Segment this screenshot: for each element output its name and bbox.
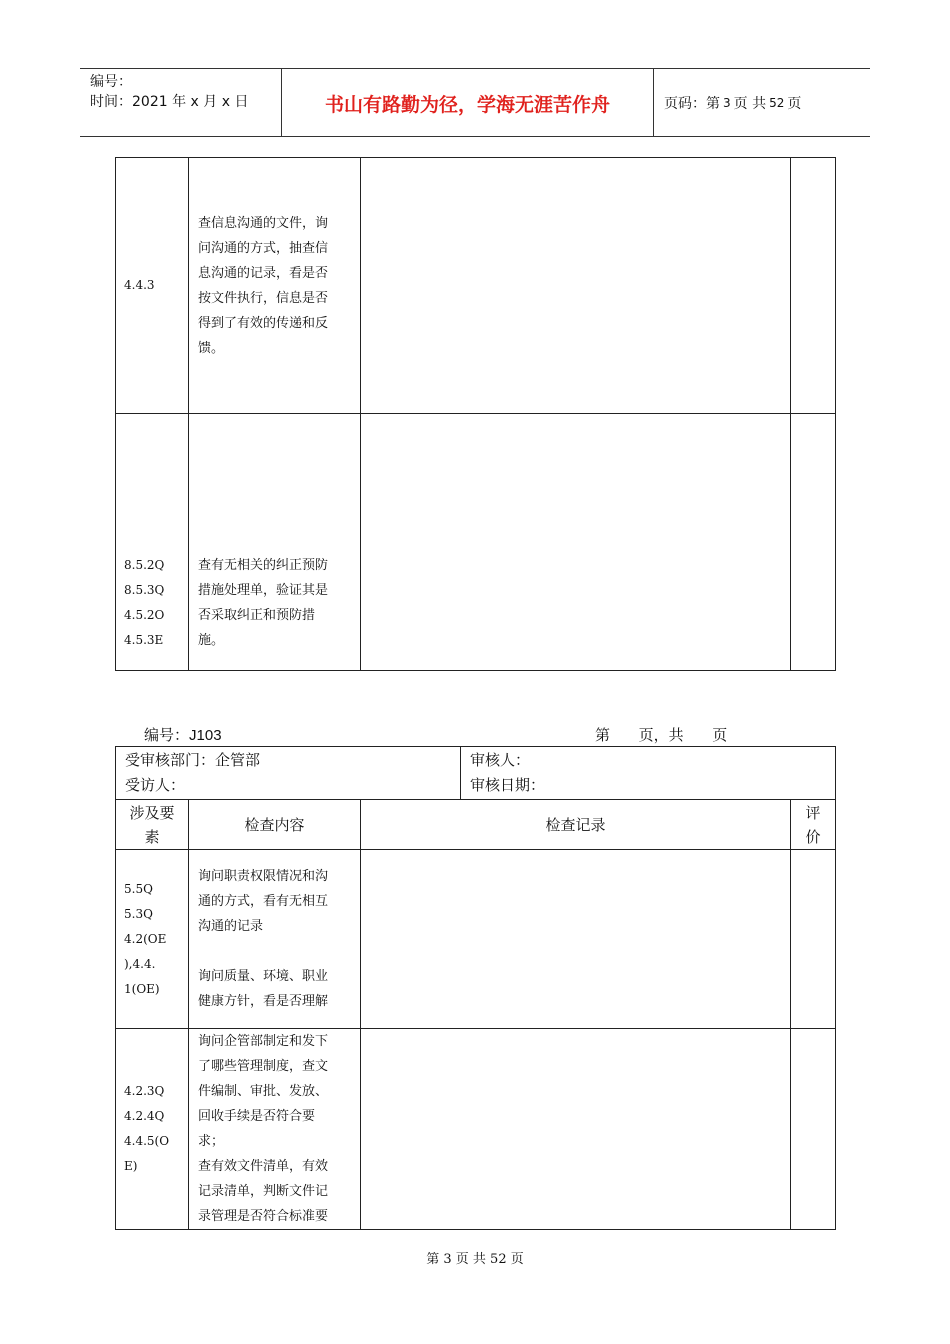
table-row — [116, 850, 836, 1029]
page-current: 3 — [723, 95, 731, 110]
rating-cell — [791, 1029, 836, 1230]
header-motto: 书山有路勤为径，学海无涯苦作舟 — [282, 69, 654, 136]
header-page-number — [654, 69, 870, 136]
column-header-rating: 评 价 — [791, 800, 836, 850]
rating-cell — [791, 850, 836, 1029]
rating-cell — [791, 414, 836, 671]
audit-date: 审核日期： — [470, 776, 546, 794]
page-footer: 第 3 页 共 52 页 — [426, 1252, 524, 1267]
check-record-cell — [361, 414, 791, 671]
table-row — [116, 1029, 836, 1230]
element-code-cell: 5.5Q 5.3Q 4.2(OE ),4.4. 1(OE) — [116, 850, 189, 1029]
audit-dept-cell — [116, 747, 461, 800]
page-mid: 页 共 — [733, 95, 767, 112]
check-record-cell — [361, 158, 791, 414]
page-header — [80, 68, 870, 137]
checklist-table-continued — [115, 157, 836, 671]
column-header-record: 检查记录 — [361, 800, 791, 850]
auditor: 审核人： — [470, 751, 531, 769]
rating-cell — [791, 158, 836, 414]
check-content-cell: 询问企管部制定和发下 了哪些管理制度，查文 件编制、审批、发放、 回收手续是否符合要 求； 查有效文件清单，有效 记录清单，判断文件记 录管理是否符合标准要 — [189, 1029, 361, 1230]
audit-meta-row — [116, 747, 836, 800]
page-total: 52 — [769, 95, 785, 110]
table-row — [116, 158, 836, 414]
header-info — [80, 69, 282, 136]
element-code-cell: 4.4.3 — [116, 158, 189, 414]
audit-checklist-table — [115, 746, 836, 1230]
interviewee: 受访人： — [125, 776, 186, 794]
form-number: 编号：J103 — [144, 726, 222, 744]
check-content-cell: 查信息沟通的文件，询 问沟通的方式，抽查信 息沟通的记录，看是否 按文件执行，信息是否 得到了有效的传递和反 馈。 — [189, 158, 361, 414]
column-header-elements: 涉及要 素 — [116, 800, 189, 850]
element-code-cell: 4.2.3Q 4.2.4Q 4.4.5(O E) — [116, 1029, 189, 1230]
header-time-label: 时间：2021 年 x 月 x 日 — [90, 94, 249, 110]
check-record-cell — [361, 850, 791, 1029]
header-number-label: 编号： — [90, 74, 132, 90]
page-prefix: 页码：第 — [664, 95, 720, 112]
check-content-cell: 询问职责权限情况和沟 通的方式，看有无相互 沟通的记录 询问质量、环境、职业 健康方针，看是否理解 — [189, 850, 361, 1029]
element-code-cell: 8.5.2Q 8.5.3Q 4.5.2O 4.5.3E — [116, 414, 189, 671]
column-header-content: 检查内容 — [189, 800, 361, 850]
table-row — [116, 414, 836, 671]
column-header-row — [116, 800, 836, 850]
check-content-cell: 查有无相关的纠正预防 措施处理单，验证其是 否采取纠正和预防措 施。 — [189, 414, 361, 671]
page-suffix: 页 — [787, 95, 802, 112]
auditor-cell — [461, 747, 836, 800]
check-record-cell — [361, 1029, 791, 1230]
audited-department: 受审核部门：企管部 — [125, 751, 261, 769]
form-page-of: 第 页，共 页 — [595, 726, 728, 744]
